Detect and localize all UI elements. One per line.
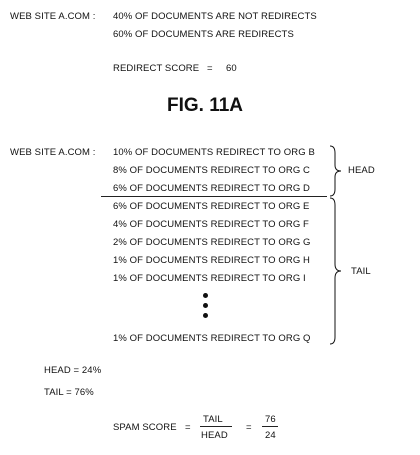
spam-value-numerator: 76	[265, 414, 276, 425]
head-line-2: 8% OF DOCUMENTS REDIRECT TO ORG C	[113, 165, 311, 176]
head-line-3: 6% OF DOCUMENTS REDIRECT TO ORG D	[113, 183, 311, 194]
head-line-1: 10% OF DOCUMENTS REDIRECT TO ORG B	[113, 147, 315, 158]
tail-line-4: 1% OF DOCUMENTS REDIRECT TO ORG H	[113, 255, 311, 266]
head-total: HEAD = 24%	[44, 365, 102, 376]
fig-a-site-label: WEB SITE A.COM :	[10, 11, 96, 22]
spam-fraction-denominator: HEAD	[201, 430, 228, 441]
ellipsis-dot	[203, 303, 208, 308]
spam-fraction-bar	[200, 426, 232, 427]
head-tail-divider	[101, 196, 327, 197]
spam-score-equals-1: =	[185, 422, 191, 433]
tail-brace-label: TAIL	[351, 266, 371, 277]
tail-line-2: 4% OF DOCUMENTS REDIRECT TO ORG F	[113, 219, 309, 230]
head-brace-label: HEAD	[348, 165, 375, 176]
head-brace	[329, 145, 345, 197]
spam-fraction-numerator: TAIL	[203, 414, 223, 425]
spam-score-equals-2: =	[246, 422, 252, 433]
tail-total: TAIL = 76%	[44, 387, 94, 398]
spam-value-bar	[262, 426, 278, 427]
tail-line-3: 2% OF DOCUMENTS REDIRECT TO ORG G	[113, 237, 311, 248]
ellipsis-dot	[203, 313, 208, 318]
redirect-score-label: REDIRECT SCORE	[113, 63, 200, 74]
tail-line-5: 1% OF DOCUMENTS REDIRECT TO ORG I	[113, 273, 306, 284]
fig-a-line-2: 60% OF DOCUMENTS ARE REDIRECTS	[113, 29, 294, 40]
fig-11a-caption: FIG. 11A	[167, 95, 244, 116]
spam-value-denominator: 24	[265, 430, 276, 441]
spam-score-label: SPAM SCORE	[113, 422, 177, 433]
tail-line-1: 6% OF DOCUMENTS REDIRECT TO ORG E	[113, 201, 310, 212]
tail-brace	[329, 197, 345, 345]
redirect-score-equals: =	[207, 63, 213, 74]
redirect-score-value: 60	[226, 63, 237, 74]
fig-a-line-1: 40% OF DOCUMENTS ARE NOT REDIRECTS	[113, 11, 317, 22]
fig-b-site-label: WEB SITE A.COM :	[10, 147, 96, 158]
tail-last-line: 1% OF DOCUMENTS REDIRECT TO ORG Q	[113, 333, 311, 344]
ellipsis-dot	[203, 293, 208, 298]
